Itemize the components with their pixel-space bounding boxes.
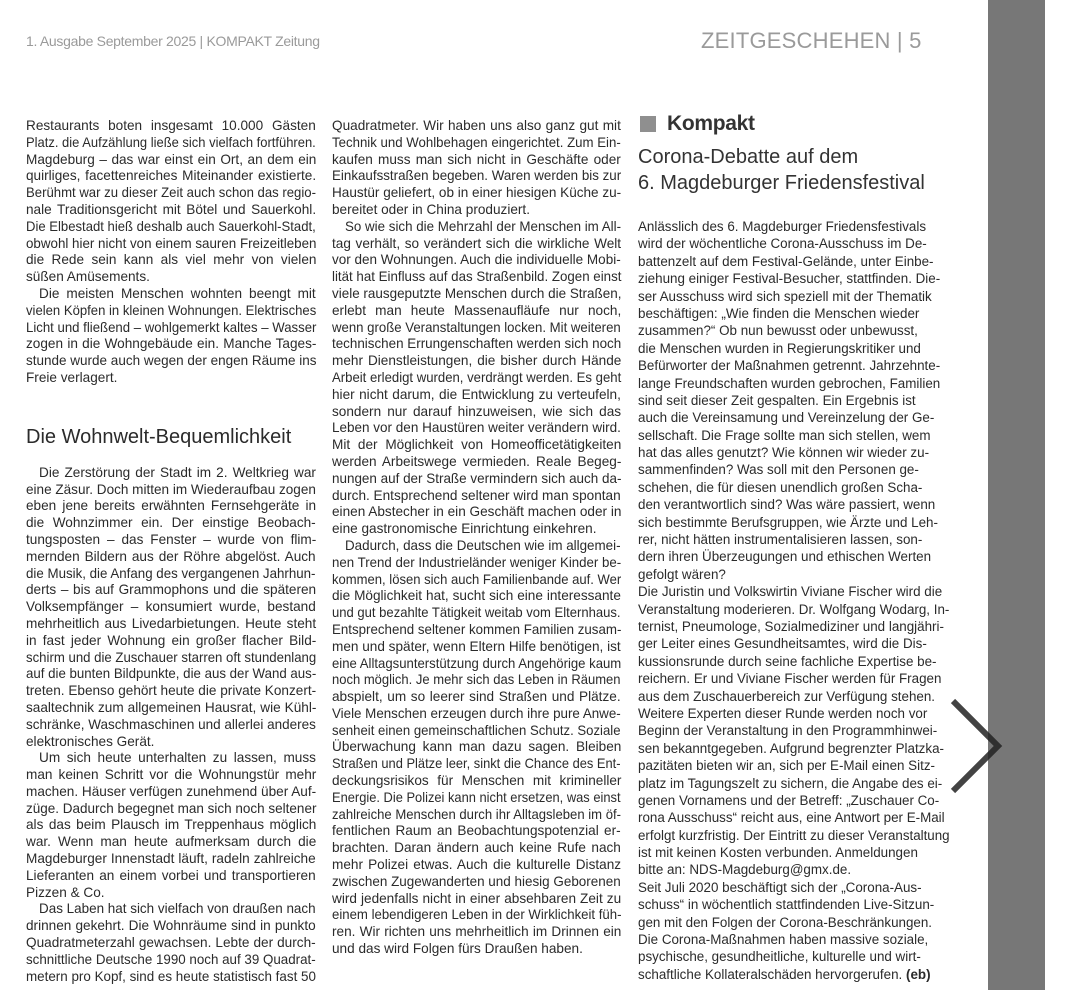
line-text: saaltechnik zum allgemeinen Hausrat, wie Kühl-: [26, 699, 317, 715]
text-line: [638, 548, 950, 565]
line-text: Viele Menschen erzeugen durch ihre pure Anwe-: [332, 705, 621, 721]
text-line: [638, 427, 950, 444]
line-text: erlebt man heute Massenaufläufe nur noch,: [332, 302, 622, 318]
text-line: [26, 801, 316, 818]
line-text: lität hat Einfluss auf das Straßenbild. Zogen einst: [332, 269, 622, 285]
line-text: dern ihren Überzeugungen und ethischen Werten: [638, 549, 932, 565]
line-text: schnittliche Deutsche 1990 noch auf 39 Quadrat-: [26, 951, 316, 967]
text-line: [332, 202, 621, 219]
text-line: [332, 437, 621, 454]
text-line: [26, 320, 316, 337]
text-line: [26, 868, 316, 885]
text-line: [638, 635, 950, 652]
text-line: [332, 404, 621, 421]
line-text: abspielt, um so leerer sind Straßen und Plätze.: [332, 689, 621, 705]
text-line: [26, 851, 316, 868]
line-text: nale Traditionsgericht mit Bötel und Sauerkohl.: [26, 201, 317, 217]
text-line: [332, 353, 621, 370]
text-line: [638, 461, 950, 478]
line-text: schehen, die für diesen unendlich großen Scha-: [638, 479, 923, 495]
text-line: [26, 236, 316, 253]
text-line: [26, 202, 316, 219]
text-line: [26, 817, 316, 834]
line-text: Quadratmeter. Wir haben uns also ganz gut mit: [332, 118, 621, 133]
text-line: [26, 303, 316, 320]
line-text: Die Corona-Maßnahmen haben massive soziale,: [638, 932, 929, 948]
line-text: mernden Bildern aus der Röhre abgelöst. Auch: [26, 548, 316, 564]
text-line: [26, 168, 316, 185]
line-text: und das wird Folgen fürs Draußen haben.: [332, 941, 583, 957]
text-line: [26, 918, 316, 935]
line-text: zahlreiche Menschen durch ihr Alltagsleben im öf-: [332, 806, 621, 822]
text-line: [332, 471, 621, 488]
line-text: Dadurch, dass die Deutschen wie im allgemei-: [345, 537, 621, 553]
text-line: [332, 286, 621, 303]
line-text: Entsprechend seltener kommen Familien zusam-: [332, 621, 622, 637]
line-text: hier nicht darum, die Entwicklung zu verteufeln,: [332, 386, 621, 402]
line-text: technischen Errungenschaften werden sich noch: [332, 336, 622, 352]
line-text: viele rausgeputzte Menschen durch die Straßen,: [332, 285, 622, 301]
line-text: gen mit den Folgen der Corona-Beschränkungen.: [638, 914, 933, 930]
line-text: Arbeit erledigt wurden, verdrängt werden. Es geht: [332, 369, 622, 385]
text-line: [332, 168, 621, 185]
text-line: [26, 482, 316, 499]
line-text: Platz. die Aufzählung ließe sich vielfach fortführen.: [26, 134, 316, 150]
line-text: elektronisches Gerät.: [26, 733, 155, 749]
line-text: Restaurants boten insgesamt 10.000 Gästen: [26, 118, 316, 133]
line-text: werden Arbeitswege vermieden. Reale Begeg-: [332, 453, 622, 469]
text-line: [638, 618, 950, 635]
line-text: pazitäten bieten wir an, sich per E-Mail einen Sitz-: [638, 758, 935, 774]
text-line: [638, 514, 950, 531]
line-text: Die Elbestadt hieß deshalb auch Sauerkohl-Stadt,: [26, 218, 316, 234]
line-text: genen Vornamens und der Betreff: „Zuschauer Co-: [638, 792, 940, 808]
line-text: Einkaufsstraßen begeben. Waren werden bis zur: [332, 168, 622, 184]
line-text: fentlichen Raum an Beobachtungspotenzial er-: [332, 823, 621, 839]
line-text: Anlässlich des 6. Magdeburger Friedensfestivals: [638, 219, 927, 234]
text-line: [638, 896, 950, 913]
text-line: [332, 152, 621, 169]
line-text: ternist, Pneumologe, Sozialmediziner und langjähri-: [638, 618, 944, 634]
line-text: schaftliche Kollateralschäden hervorgerufen.: [638, 966, 903, 982]
issue-info: 1. Ausgabe September 2025 | KOMPAKT Zeitung: [26, 33, 320, 49]
line-text: kussionsrunde durch seine fachliche Expertise be-: [638, 653, 937, 669]
text-line: [26, 717, 316, 734]
text-line: [638, 340, 950, 357]
text-line: [26, 784, 316, 801]
line-text: ser Ausschuss wird sich speziell mit der Thematik: [638, 288, 932, 304]
line-text: als das beim Plausch im Treppenhaus möglich: [26, 817, 317, 833]
headline-line: Corona-Debatte auf dem: [638, 146, 859, 168]
line-text: zogen in die Wohngebäude ein. Manche Tages-: [26, 336, 317, 352]
text-line: [638, 566, 950, 583]
text-line: [332, 807, 621, 824]
line-text: quirliges, facettenreiches Miteinander existierte.: [26, 168, 317, 184]
text-line: [332, 269, 621, 286]
text-line: [332, 823, 621, 840]
line-text: Quadratmeterzahl gewachsen. Lebte der durch-: [26, 935, 316, 951]
line-text: beschäftigen: „Wie finden die Menschen wieder: [638, 305, 920, 321]
text-line: [332, 185, 621, 202]
text-line: [638, 809, 950, 826]
text-line: [26, 532, 316, 549]
text-line: [638, 705, 950, 722]
article-column-2: [332, 118, 621, 958]
text-line: [332, 555, 621, 572]
line-text: sellschaft. Die Frage sollte man sich stellen, wem: [638, 427, 931, 443]
line-text: durch. Entsprechend seltener wird man spontan: [332, 487, 621, 503]
line-text: Magdeburg – das war einst ein Ort, an dem ein: [26, 151, 317, 167]
line-text: rona Ausschuss“ reicht aus, eine Antwort per E-Mail: [638, 810, 945, 826]
headline-line: 6. Magdeburger Friedensfestival: [638, 172, 925, 194]
kompakt-headline: [638, 144, 950, 196]
line-text: mehrheitlich aus Livedarbietungen. Heute steht: [26, 615, 317, 631]
text-line: [26, 353, 316, 370]
line-text: Leben vor den Haustüren weiter verändern wird.: [332, 420, 621, 436]
line-text: Energie. Die Polizei kann nicht ersetzen, was einst: [332, 789, 621, 805]
text-line: [638, 879, 950, 896]
text-line: [332, 723, 621, 740]
text-line: [638, 670, 950, 687]
kompakt-column: [638, 112, 950, 983]
line-text: den verantwortlich sind? Was wäre passiert, wenn: [638, 497, 936, 513]
line-text: Weitere Experten dieser Runde werden noch vor: [638, 705, 928, 721]
kompakt-body: [638, 218, 950, 983]
line-text: derts – bis auf Grammophons und die späteren: [26, 582, 317, 598]
text-line: [26, 118, 316, 135]
line-text: Überwachung kann man dazu sagen. Bleiben: [332, 739, 622, 755]
text-line: [26, 152, 316, 169]
line-text: Freie verlagert.: [26, 369, 118, 385]
line-text: Die Zerstörung der Stadt im 2. Weltkrieg war: [39, 464, 316, 480]
line-text: Berühmt war zu dieser Zeit auch schon das regio-: [26, 185, 316, 201]
line-text: Licht und fließend – wohlgemerkt kaltes – Wasser: [26, 319, 317, 335]
text-line: [332, 387, 621, 404]
text-line: [638, 844, 950, 861]
line-text: auf die bunten Bildpunkte, die aus der Wand aus-: [26, 666, 317, 682]
text-line: [26, 336, 316, 353]
text-line: [332, 219, 621, 236]
kompakt-section-label: [638, 110, 950, 138]
line-text: Die meisten Menschen wohnten beengt mit: [39, 285, 316, 301]
line-text: eine gastronomische Einrichtung einkehren.: [332, 521, 597, 537]
text-line: [332, 454, 621, 471]
text-line: [332, 420, 621, 437]
text-line: [638, 270, 950, 287]
line-text: vor den Wohnungen. Auch die individuelle Mobi-: [332, 252, 621, 268]
line-text: Um sich heute unterhalten zu lassen, muss: [39, 750, 316, 766]
text-line: [26, 952, 316, 969]
line-text: eben jene bereits erwähnten Fernsehgeräte in: [26, 498, 317, 514]
line-text: Lieferanten an einem vorbei und transportieren: [26, 867, 316, 883]
text-line: [332, 706, 621, 723]
text-line: [26, 633, 316, 650]
line-text: kommen, lösen sich auch Familienbande auf. Wer: [332, 571, 622, 587]
text-line: [638, 496, 950, 513]
text-line: [26, 616, 316, 633]
text-line: [26, 767, 316, 784]
text-line: [26, 498, 316, 515]
line-text: ziehung einiger Festival-Besucher, stattfinden. Die-: [638, 271, 941, 287]
line-text: stunde wurde auch wegen der engen Räume ins: [26, 353, 317, 369]
text-line: [638, 288, 950, 305]
text-line: [638, 601, 950, 618]
text-line: [332, 689, 621, 706]
text-line: [332, 790, 621, 807]
line-text: wird jedenfalls nicht in einer absehbaren Zeit zu: [332, 890, 622, 906]
text-line: [26, 269, 316, 286]
section-page-number: ZEITGESCHEHEN | 5: [701, 28, 922, 53]
line-text: Haustür geliefert, ob in einer hiesigen Küche zu-: [332, 185, 622, 201]
text-line: [638, 722, 950, 739]
text-line: [332, 504, 621, 521]
text-line: [332, 370, 621, 387]
text-line: [332, 605, 621, 622]
text-line: [332, 588, 621, 605]
line-text: bereitet oder in China produziert.: [332, 201, 530, 217]
line-text: süßen Amüsements.: [26, 269, 150, 285]
text-line: [26, 599, 316, 616]
text-line: [638, 583, 950, 600]
text-line: [332, 521, 621, 538]
text-line: [26, 370, 316, 387]
text-line: [638, 827, 950, 844]
line-text: Veranstaltung moderieren. Dr. Wolfgang Wodarg, In-: [638, 601, 950, 617]
chevron-right-icon: [948, 698, 1008, 798]
text-line: [332, 572, 621, 589]
text-line: [638, 392, 950, 409]
line-text: kaufen muss man sich nicht in Geschäfte oder: [332, 151, 621, 167]
text-line: [26, 252, 316, 269]
line-text: deckungsrisikos für Menschen mit krimineller: [332, 773, 622, 789]
text-line: [638, 948, 950, 965]
text-line: [332, 656, 621, 673]
line-text: wenn große Veranstaltungen locken. Mit weiteren: [332, 319, 621, 335]
text-line: [638, 305, 950, 322]
line-text: So wie sich die Mehrzahl der Menschen im All-: [345, 218, 622, 234]
text-line: [332, 739, 621, 756]
line-text: züge. Dadurch begegnet man sich noch seltener: [26, 800, 317, 816]
text-line: [638, 688, 950, 705]
text-line: [332, 773, 621, 790]
next-page-button[interactable]: [948, 698, 1008, 798]
text-line: [332, 320, 621, 337]
line-text: rer, nicht hätten instrumentalisieren lassen, son-: [638, 532, 923, 548]
line-text: sind seit dieser Zeit gespalten. Ein Ergebnis ist: [638, 392, 916, 408]
text-line: [638, 375, 950, 392]
text-line: [26, 901, 316, 918]
line-text: reichern. Er und Viviane Fischer werden für Fragen: [638, 671, 942, 687]
line-text: die Rede sein kann als viel mehr von vielen: [26, 252, 317, 268]
text-line: [638, 531, 950, 548]
line-text: mehr Dienstleistungen, die bisher durch Hände: [332, 353, 622, 369]
line-text: Beginn der Veranstaltung in den Programmhinwei-: [638, 723, 938, 739]
line-text: aus dem Zuschauerbereich zur Verfügung stehen.: [638, 688, 936, 704]
line-text: Technik und Wohlbehagen eingerichtet. Zum Ein-: [332, 134, 621, 150]
line-text: battenzelt auf dem Festival-Gelände, unter Einbe-: [638, 253, 934, 269]
text-line: [26, 185, 316, 202]
text-line: [332, 488, 621, 505]
line-text: ger Leiter eines Gesundheitsamtes, wird die Dis-: [638, 636, 927, 652]
line-text: sen bekanntgegeben. Aufgrund begrenzter Platzka-: [638, 740, 944, 756]
text-line: [26, 885, 316, 902]
line-text: nen Trend der Industrieländer weniger Kinder be-: [332, 554, 622, 570]
text-line: [332, 672, 621, 689]
text-line: [638, 966, 950, 983]
line-text: Befürworter der Maßnahmen getrennt. Jahrzehnte-: [638, 358, 941, 374]
text-line: [26, 834, 316, 851]
line-text: tungsposten – das Fenster – wurde von flim-: [26, 531, 317, 547]
author-initials: (eb): [905, 966, 931, 982]
text-line: [332, 135, 621, 152]
line-text: lange Freundschaften wurden gebrochen, Familien: [638, 375, 941, 391]
line-text: platz im Tagungszelt zu sichern, die Angabe des ei-: [638, 775, 943, 791]
viewer-sidebar: [988, 0, 1045, 990]
line-text: senheit einen gemeinschaftlichen Schutz. Soziale: [332, 722, 621, 738]
line-text: schränke, Waschmaschinen und allerlei anderes: [26, 716, 316, 732]
line-text: machen. Häuser verfügen zunehmend über Auf-: [26, 783, 317, 799]
text-line: [332, 756, 621, 773]
line-text: Pizzen & Co.: [26, 884, 105, 900]
text-line: [26, 566, 316, 583]
text-line: [332, 252, 621, 269]
line-text: drinnen gekehrt. Die Wohnräume sind in punkto: [26, 918, 316, 934]
line-text: Magdeburger Innenstadt läuft, radeln zahlreiche: [26, 851, 316, 867]
line-text: noch möglich. Je mehr sich das Leben in Räumen: [332, 672, 621, 688]
text-line: [332, 639, 621, 656]
line-text: Mit der Möglichkeit von Homeofficetätigkeiten: [332, 437, 622, 453]
line-text: schirm und die Zuschauer starren oft stundenlang: [26, 649, 317, 665]
text-line: [332, 840, 621, 857]
text-line: [26, 515, 316, 532]
text-line: [332, 538, 621, 555]
line-text: eine Alltagsunterstützung durch Angehörige kaum: [332, 655, 622, 671]
text-line: [638, 479, 950, 496]
text-line: [332, 924, 621, 941]
line-text: Volksempfänger – konsumiert wurde, bestand: [26, 599, 316, 615]
text-line: [26, 700, 316, 717]
text-line: [26, 135, 316, 152]
section-square-icon: [640, 116, 656, 132]
line-text: und gut bezahlte Tätigkeit weitab vom Elternhaus.: [332, 605, 621, 621]
line-text: zwischen Zugewanderten und hiesig Geborenen: [332, 873, 621, 889]
line-text: bitte an: NDS-Magdeburg@gmx.de.: [638, 862, 852, 878]
line-text: auch die Vereinsamung und Vereinzelung der Ge-: [638, 410, 935, 426]
text-line: [638, 218, 950, 235]
text-line: [638, 653, 950, 670]
text-line: [26, 750, 316, 767]
text-line: [26, 935, 316, 952]
text-line: [638, 444, 950, 461]
text-line: [26, 549, 316, 566]
line-text: einem lebendigeren Leben in der Wirklichkeit füh-: [332, 907, 622, 923]
text-line: [638, 775, 950, 792]
line-text: ist mit keinen Kosten verbunden. Anmeldungen: [638, 845, 918, 861]
line-text: sondern nur darauf hinzuweisen, wie sich das: [332, 403, 622, 419]
text-line: [332, 236, 621, 253]
text-line: [332, 303, 621, 320]
text-line: [332, 336, 621, 353]
line-text: men und später, wenn Eltern Hilfe benötigen, ist: [332, 638, 621, 654]
text-line: [638, 409, 950, 426]
text-line: [26, 683, 316, 700]
line-text: wird der wöchentliche Corona-Ausschuss im De-: [638, 236, 927, 252]
line-text: Die Juristin und Volkswirtin Viviane Fischer wird die: [638, 584, 943, 600]
line-text: die Wohnzimmer ein. Der einstige Beobach-: [26, 515, 316, 531]
text-line: [26, 465, 316, 482]
text-line: [332, 874, 621, 891]
line-text: psychische, gesundheitliche, kulturelle und wirt-: [638, 949, 921, 965]
line-text: erfolgt kurzfristig. Der Eintritt zu dieser Veranstaltung: [638, 827, 950, 843]
text-line: [638, 740, 950, 757]
subheading: Die Wohnwelt-Bequemlichkeit: [26, 425, 292, 448]
line-text: man keinen Schritt vor die Wohnungstür mehr: [26, 767, 317, 783]
line-text: zusammen?“ Ob nun bewusst oder unbewusst,: [638, 323, 918, 339]
text-line: [638, 235, 950, 252]
article-column-1: [26, 118, 316, 985]
line-text: mehr Polizei etwas. Auch die kulturelle Distanz: [332, 857, 622, 873]
text-line: [638, 253, 950, 270]
line-text: treten. Ebenso gehört heute die private Konzert-: [26, 683, 317, 699]
line-text: war. Wenn man heute aufmerksam durch die: [26, 834, 317, 850]
line-text: in fast jeder Wohnung ein großer flacher Bild-: [26, 632, 317, 648]
line-text: die Musik, die Anfang des vergangenen Jahrhun-: [26, 565, 316, 581]
text-line: [332, 622, 621, 639]
text-line: [26, 666, 316, 683]
line-text: sich bestimmte Berufsgruppen, wie Ärzte und Leh-: [638, 514, 938, 530]
text-line: [638, 931, 950, 948]
line-text: die Möglichkeit hat, sucht sich eine interessante: [332, 588, 621, 604]
line-text: obwohl hier nicht von einem sauren Freizeitleben: [26, 235, 317, 251]
text-line: [332, 907, 621, 924]
line-text: sammenfinden? Was soll mit den Personen ge-: [638, 462, 919, 478]
text-line: [332, 891, 621, 908]
line-text: gefolgt wären?: [638, 566, 726, 582]
line-text: Straßen und Plätze leer, sinkt die Chance des Ent-: [332, 756, 621, 772]
line-text: eine Zäsur. Doch mitten im Wiederaufbau zogen: [26, 481, 316, 497]
line-text: schuss“ in wöchentlich stattfindenden Live-Sitzun-: [638, 897, 935, 913]
line-text: brachten. Daran ändern auch keine Rufe nach: [332, 840, 621, 856]
text-line: [26, 734, 316, 751]
text-line: [26, 969, 316, 986]
line-text: vielen Köpfen in kleinen Wohnungen. Elektrisches: [26, 302, 317, 318]
text-line: [26, 219, 316, 236]
text-line: [638, 357, 950, 374]
text-line: [638, 322, 950, 339]
kompakt-label: Kompakt: [667, 112, 755, 135]
text-line: [332, 941, 621, 958]
text-line: [332, 857, 621, 874]
text-line: [638, 861, 950, 878]
text-line: [26, 650, 316, 667]
text-line: [332, 118, 621, 135]
line-text: die Menschen wurden in Regierungskritiker und: [638, 340, 921, 356]
line-text: ren. Wir richten uns mehrheitlich im Drinnen ein: [332, 924, 622, 940]
text-line: [638, 792, 950, 809]
line-text: metern pro Kopf, sind es heute statistisch fast 50: [26, 968, 316, 984]
text-line: [638, 757, 950, 774]
line-text: Seit Juli 2020 beschäftigt sich der „Corona-Aus-: [638, 879, 922, 895]
line-text: Das Laben hat sich vielfach von draußen nach: [39, 901, 316, 917]
line-text: tag verhält, so verändert sich die wirkliche Welt: [332, 235, 622, 251]
text-line: [26, 582, 316, 599]
text-line: [638, 914, 950, 931]
line-text: nungen auf der Straße vermindern sich auch da-: [332, 470, 622, 486]
line-text: einen Abstecher in ein Geschäft machen oder in: [332, 504, 622, 520]
line-text: hat das alles genutzt? Wie können wir wieder zu-: [638, 445, 930, 461]
text-line: [26, 286, 316, 303]
